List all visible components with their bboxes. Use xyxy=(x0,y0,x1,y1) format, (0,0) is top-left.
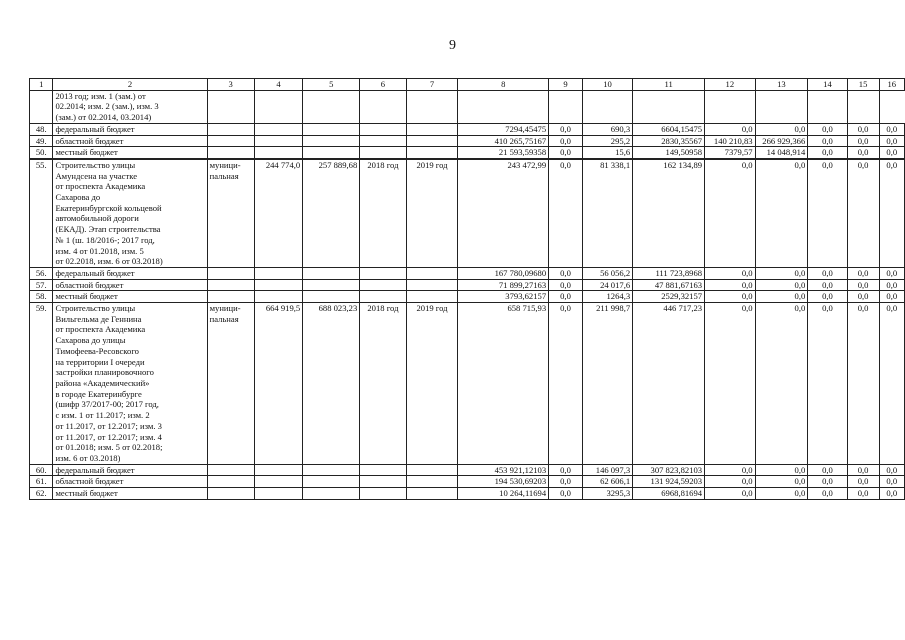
name-line: изм. 4 от 01.2018, изм. 5 xyxy=(55,245,144,256)
value-cell: 0,0 xyxy=(808,147,847,159)
ownership-line: пальная xyxy=(209,313,239,324)
year-cell xyxy=(360,488,406,500)
object-name xyxy=(53,159,207,268)
object-name: местный бюджет xyxy=(53,488,207,500)
name-line: Екатеринбургской кольцевой xyxy=(55,202,162,213)
value-cell: 690,3 xyxy=(582,123,632,135)
value-cell: 0,0 xyxy=(879,291,904,303)
name-line: (зам.) от 02.2014, 03.2014) xyxy=(55,112,152,123)
object-name xyxy=(53,303,207,465)
row-number: 61. xyxy=(30,476,53,488)
value-cell: 0,0 xyxy=(549,279,583,291)
value-cell: 0,0 xyxy=(808,123,847,135)
value-cell: 0,0 xyxy=(755,123,808,135)
value-cell: 0,0 xyxy=(755,476,808,488)
name-line: (ЕКАД). Этап строительства xyxy=(55,224,161,235)
year-cell xyxy=(360,267,406,279)
name-line: Строительство улицы xyxy=(55,159,136,170)
value-cell xyxy=(303,123,360,135)
value-cell: 0,0 xyxy=(879,476,904,488)
year-cell xyxy=(360,135,406,147)
value-cell: 3295,3 xyxy=(582,488,632,500)
name-line: в городе Екатеринбурге xyxy=(55,388,142,399)
value-cell: 0,0 xyxy=(549,159,583,268)
value-cell: 0,0 xyxy=(808,159,847,268)
value-cell: 257 889,68 xyxy=(303,159,360,268)
ownership xyxy=(207,90,254,123)
value-cell: 0,0 xyxy=(549,147,583,159)
name-line: от 01.2018; изм. 5 от 02.2018; xyxy=(55,442,163,453)
table-row xyxy=(30,267,905,279)
year-cell xyxy=(406,291,458,303)
name-line: 2013 год; изм. 1 (зам.) от xyxy=(55,90,146,101)
value-cell xyxy=(303,147,360,159)
value-cell: 0,0 xyxy=(847,147,879,159)
value-cell: 7294,45475 xyxy=(458,123,549,135)
ownership xyxy=(207,135,254,147)
value-cell: 295,2 xyxy=(582,135,632,147)
header-cell: 13 xyxy=(755,79,808,91)
value-cell: 0,0 xyxy=(808,488,847,500)
value-cell xyxy=(254,90,302,123)
name-line: Сахарова до xyxy=(55,192,101,203)
value-cell: 0,0 xyxy=(755,291,808,303)
table-row xyxy=(30,476,905,488)
header-cell: 5 xyxy=(303,79,360,91)
value-cell xyxy=(254,267,302,279)
header-cell: 12 xyxy=(705,79,756,91)
object-name: федеральный бюджет xyxy=(53,267,207,279)
value-cell: 0,0 xyxy=(847,476,879,488)
year-cell xyxy=(406,464,458,476)
year-cell: 2019 год xyxy=(406,303,458,465)
ownership xyxy=(207,476,254,488)
row-number: 57. xyxy=(30,279,53,291)
value-cell: 0,0 xyxy=(879,267,904,279)
table-row xyxy=(30,291,905,303)
value-cell xyxy=(303,488,360,500)
value-cell: 664 919,5 xyxy=(254,303,302,465)
value-cell: 0,0 xyxy=(705,291,756,303)
value-cell: 56 056,2 xyxy=(582,267,632,279)
value-cell: 0,0 xyxy=(847,159,879,268)
ownership xyxy=(207,291,254,303)
value-cell xyxy=(254,488,302,500)
row-number: 62. xyxy=(30,488,53,500)
value-cell: 0,0 xyxy=(847,464,879,476)
value-cell xyxy=(705,90,756,123)
object-name: областной бюджет xyxy=(53,476,207,488)
value-cell: 0,0 xyxy=(808,303,847,465)
name-line: с изм. 1 от 11.2017; изм. 2 xyxy=(55,410,150,421)
value-cell xyxy=(303,135,360,147)
row-number xyxy=(30,90,53,123)
header-cell: 11 xyxy=(633,79,705,91)
value-cell: 81 338,1 xyxy=(582,159,632,268)
value-cell: 0,0 xyxy=(879,464,904,476)
value-cell xyxy=(755,90,808,123)
value-cell: 0,0 xyxy=(549,303,583,465)
value-cell: 0,0 xyxy=(705,303,756,465)
name-line: от 11.2017, от 12.2017; изм. 3 xyxy=(55,420,162,431)
value-cell xyxy=(303,291,360,303)
ownership xyxy=(207,488,254,500)
value-cell: 2830,35567 xyxy=(633,135,705,147)
value-cell: 0,0 xyxy=(705,476,756,488)
value-cell: 0,0 xyxy=(549,123,583,135)
header-row xyxy=(30,79,905,91)
year-cell xyxy=(406,476,458,488)
budget-table xyxy=(29,78,905,500)
value-cell: 0,0 xyxy=(847,279,879,291)
name-line: Вильгельма де Геннина xyxy=(55,313,142,324)
table-row xyxy=(30,303,905,465)
value-cell xyxy=(458,90,549,123)
name-line: от 02.2018, изм. 6 от 03.2018) xyxy=(55,256,163,267)
value-cell: 0,0 xyxy=(847,123,879,135)
year-cell xyxy=(406,147,458,159)
value-cell xyxy=(254,135,302,147)
value-cell xyxy=(582,90,632,123)
ownership xyxy=(207,147,254,159)
header-cell: 10 xyxy=(582,79,632,91)
row-number: 60. xyxy=(30,464,53,476)
name-line: Амундсена на участке xyxy=(55,170,138,181)
year-cell xyxy=(360,123,406,135)
value-cell: 244 774,0 xyxy=(254,159,302,268)
value-cell: 307 823,82103 xyxy=(633,464,705,476)
year-cell xyxy=(406,90,458,123)
table-row xyxy=(30,135,905,147)
value-cell: 0,0 xyxy=(705,279,756,291)
value-cell: 0,0 xyxy=(549,135,583,147)
object-name: областной бюджет xyxy=(53,279,207,291)
name-line: № 1 (ш. 18/2016-; 2017 год, xyxy=(55,234,155,245)
value-cell: 194 530,69203 xyxy=(458,476,549,488)
year-cell xyxy=(360,291,406,303)
value-cell: 0,0 xyxy=(847,303,879,465)
ownership xyxy=(207,464,254,476)
value-cell: 211 998,7 xyxy=(582,303,632,465)
value-cell: 266 929,366 xyxy=(755,135,808,147)
name-line: Тимофеева-Ресовского xyxy=(55,345,139,356)
value-cell: 0,0 xyxy=(705,267,756,279)
year-cell xyxy=(360,279,406,291)
value-cell: 0,0 xyxy=(755,279,808,291)
value-cell: 0,0 xyxy=(879,488,904,500)
value-cell: 6604,15475 xyxy=(633,123,705,135)
header-cell: 14 xyxy=(808,79,847,91)
value-cell xyxy=(254,291,302,303)
value-cell xyxy=(254,279,302,291)
value-cell: 0,0 xyxy=(847,267,879,279)
value-cell: 0,0 xyxy=(879,123,904,135)
year-cell: 2019 год xyxy=(406,159,458,268)
value-cell: 15,6 xyxy=(582,147,632,159)
year-cell xyxy=(406,488,458,500)
ownership xyxy=(207,279,254,291)
year-cell: 2018 год xyxy=(360,159,406,268)
name-line: (шифр 37/2017-00; 2017 год, xyxy=(55,399,159,410)
row-number: 56. xyxy=(30,267,53,279)
name-line: 02.2014; изм. 2 (зам.), изм. 3 xyxy=(55,101,159,112)
value-cell: 0,0 xyxy=(879,135,904,147)
value-cell: 243 472,99 xyxy=(458,159,549,268)
value-cell: 0,0 xyxy=(755,488,808,500)
value-cell: 2529,32157 xyxy=(633,291,705,303)
name-line: изм. 6 от 03.2018) xyxy=(55,452,121,463)
year-cell xyxy=(360,476,406,488)
value-cell: 0,0 xyxy=(549,291,583,303)
value-cell: 0,0 xyxy=(808,267,847,279)
value-cell: 167 780,09680 xyxy=(458,267,549,279)
value-cell: 0,0 xyxy=(755,303,808,465)
year-cell xyxy=(406,123,458,135)
year-cell xyxy=(360,90,406,123)
name-line: застройки планировочного xyxy=(55,367,154,378)
ownership-line: пальная xyxy=(209,170,239,181)
row-number: 55. xyxy=(30,159,53,268)
name-line: от проспекта Академика xyxy=(55,324,146,335)
year-cell xyxy=(360,464,406,476)
object-name: областной бюджет xyxy=(53,135,207,147)
value-cell: 0,0 xyxy=(549,488,583,500)
header-cell: 1 xyxy=(30,79,53,91)
ownership xyxy=(207,123,254,135)
value-cell: 0,0 xyxy=(808,135,847,147)
name-line: от 11.2017, от 12.2017; изм. 4 xyxy=(55,431,162,442)
value-cell: 0,0 xyxy=(549,464,583,476)
object-name: местный бюджет xyxy=(53,147,207,159)
value-cell: 0,0 xyxy=(808,279,847,291)
header-cell: 7 xyxy=(406,79,458,91)
value-cell xyxy=(303,90,360,123)
value-cell xyxy=(303,476,360,488)
year-cell xyxy=(406,267,458,279)
year-cell xyxy=(406,279,458,291)
header-cell: 9 xyxy=(549,79,583,91)
header-cell: 15 xyxy=(847,79,879,91)
value-cell: 0,0 xyxy=(705,464,756,476)
value-cell xyxy=(254,123,302,135)
value-cell: 3793,62157 xyxy=(458,291,549,303)
value-cell: 453 921,12103 xyxy=(458,464,549,476)
header-cell: 3 xyxy=(207,79,254,91)
value-cell: 0,0 xyxy=(847,135,879,147)
ownership xyxy=(207,159,254,268)
value-cell: 71 899,27163 xyxy=(458,279,549,291)
header-cell: 2 xyxy=(53,79,207,91)
value-cell: 62 606,1 xyxy=(582,476,632,488)
value-cell: 0,0 xyxy=(808,291,847,303)
ownership-line: муници- xyxy=(209,303,241,314)
name-line: от проспекта Академика xyxy=(55,181,146,192)
row-number: 50. xyxy=(30,147,53,159)
row-number: 49. xyxy=(30,135,53,147)
name-line: Сахарова до улицы xyxy=(55,335,126,346)
value-cell xyxy=(808,90,847,123)
table-row xyxy=(30,159,905,268)
value-cell: 47 881,67163 xyxy=(633,279,705,291)
value-cell: 7379,57 xyxy=(705,147,756,159)
year-cell xyxy=(406,135,458,147)
value-cell: 0,0 xyxy=(879,279,904,291)
value-cell: 0,0 xyxy=(808,464,847,476)
value-cell: 0,0 xyxy=(549,267,583,279)
value-cell: 0,0 xyxy=(879,159,904,268)
value-cell xyxy=(303,464,360,476)
value-cell xyxy=(254,464,302,476)
table-body xyxy=(30,79,905,500)
table-row xyxy=(30,488,905,500)
object-name: федеральный бюджет xyxy=(53,464,207,476)
value-cell: 10 264,11694 xyxy=(458,488,549,500)
value-cell: 131 924,59203 xyxy=(633,476,705,488)
name-line: Строительство улицы xyxy=(55,303,136,314)
value-cell: 140 210,83 xyxy=(705,135,756,147)
table-row xyxy=(30,147,905,159)
ownership xyxy=(207,267,254,279)
object-name: федеральный бюджет xyxy=(53,123,207,135)
ownership-line: муници- xyxy=(209,159,241,170)
name-line: автомобильной дороги xyxy=(55,213,139,224)
value-cell xyxy=(303,267,360,279)
value-cell: 162 134,89 xyxy=(633,159,705,268)
value-cell: 0,0 xyxy=(879,303,904,465)
value-cell: 6968,81694 xyxy=(633,488,705,500)
value-cell: 0,0 xyxy=(847,488,879,500)
value-cell xyxy=(254,147,302,159)
header-cell: 16 xyxy=(879,79,904,91)
value-cell: 0,0 xyxy=(755,267,808,279)
value-cell: 658 715,93 xyxy=(458,303,549,465)
value-cell: 0,0 xyxy=(879,147,904,159)
year-cell xyxy=(360,147,406,159)
value-cell xyxy=(303,279,360,291)
value-cell xyxy=(254,476,302,488)
year-cell: 2018 год xyxy=(360,303,406,465)
value-cell: 0,0 xyxy=(808,476,847,488)
ownership xyxy=(207,303,254,465)
value-cell: 0,0 xyxy=(549,476,583,488)
header-cell: 6 xyxy=(360,79,406,91)
table-row xyxy=(30,123,905,135)
value-cell: 0,0 xyxy=(755,464,808,476)
name-line: на территории I очереди xyxy=(55,356,145,367)
value-cell: 0,0 xyxy=(847,291,879,303)
value-cell: 24 017,6 xyxy=(582,279,632,291)
value-cell: 149,50958 xyxy=(633,147,705,159)
value-cell: 0,0 xyxy=(705,488,756,500)
value-cell: 688 023,23 xyxy=(303,303,360,465)
row-number: 59. xyxy=(30,303,53,465)
page-number: 9 xyxy=(449,38,456,53)
value-cell: 111 723,8968 xyxy=(633,267,705,279)
value-cell: 410 265,75167 xyxy=(458,135,549,147)
value-cell xyxy=(549,90,583,123)
value-cell: 1264,3 xyxy=(582,291,632,303)
name-line: района «Академический» xyxy=(55,377,150,388)
object-name xyxy=(53,90,207,123)
header-cell: 8 xyxy=(458,79,549,91)
value-cell: 446 717,23 xyxy=(633,303,705,465)
table-row xyxy=(30,279,905,291)
value-cell: 21 593,59358 xyxy=(458,147,549,159)
row-number: 58. xyxy=(30,291,53,303)
value-cell xyxy=(633,90,705,123)
value-cell: 0,0 xyxy=(755,159,808,268)
value-cell xyxy=(847,90,879,123)
value-cell: 14 048,914 xyxy=(755,147,808,159)
value-cell: 0,0 xyxy=(705,159,756,268)
table-row xyxy=(30,464,905,476)
value-cell: 146 097,3 xyxy=(582,464,632,476)
table-row xyxy=(30,90,905,123)
row-number: 48. xyxy=(30,123,53,135)
value-cell: 0,0 xyxy=(705,123,756,135)
header-cell: 4 xyxy=(254,79,302,91)
object-name: местный бюджет xyxy=(53,291,207,303)
